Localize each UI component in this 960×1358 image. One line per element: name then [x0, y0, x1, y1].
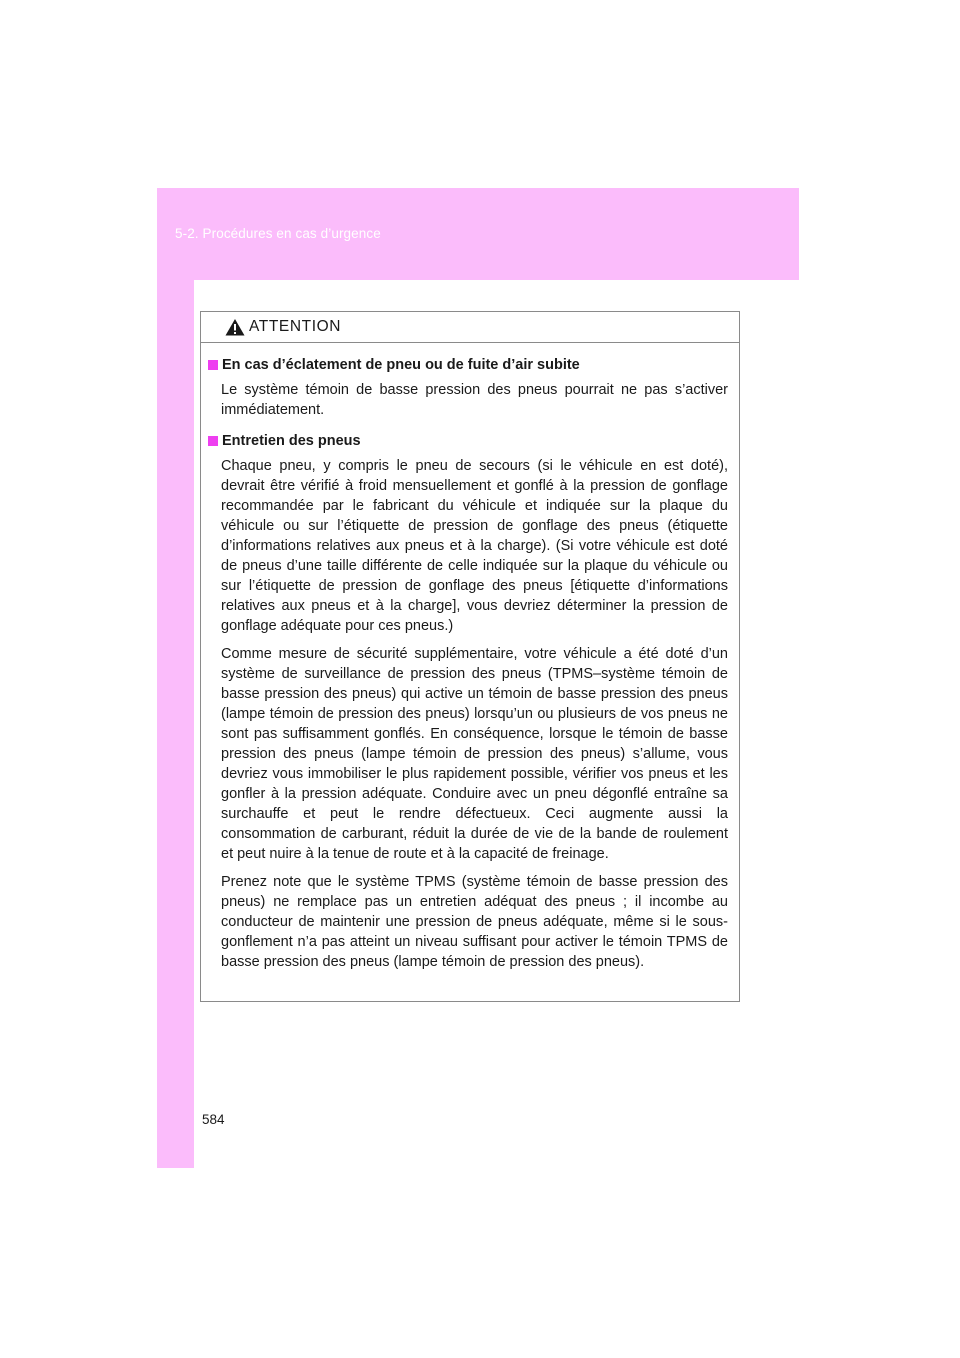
item-heading-tire-maintenance — [208, 431, 728, 451]
attention-header — [201, 312, 739, 343]
item-heading-tire-burst — [208, 355, 728, 375]
paragraph: Comme mesure de sécurité supplémentaire, votre véhicule a été doté d’un système de surveillance de pression des pneus (TPMS–système témoin de basse pression des pneus) qui active un témoin de basse pression des pneus (lampe témoin de pression des pneus) lorsqu’un ou plusieurs de vos pneus ne sont pas suffisamment gonflés. En conséquence, lorsque le témoin de basse pression des pneus (lampe témoin de pression des pneus) s’allume, vous devriez vous immobiliser le plus rapidement possible, vérifier vos pneus et les gonfler à la pression adéquate. Conduire avec un pneu dégonflé entraîne sa surchauffe et peut le rendre défectueux. Ceci augmente aussi la consommation de carburant, réduit la durée de vie de la bande de roulement et peut nuire à la tenue de route et à la capacité de freinage. — [221, 646, 728, 862]
item-heading-text: Entretien des pneus — [222, 433, 361, 449]
attention-body — [201, 343, 739, 972]
attention-box — [200, 311, 740, 1002]
paragraph: Le système témoin de basse pression des pneus pourrait ne pas s’activer immédiatement. — [221, 382, 728, 418]
square-bullet-icon — [208, 360, 218, 370]
attention-label: ATTENTION — [249, 318, 342, 335]
side-tab-band — [157, 280, 194, 1168]
square-bullet-icon — [208, 436, 218, 446]
page-number: 584 — [202, 1112, 225, 1127]
paragraph: Chaque pneu, y compris le pneu de secours (si le véhicule en est doté), devrait être vérifié à froid mensuellement et gonflé à la pression de gonflage recommandée par le fabricant du véhicule et indiquée sur la plaque du véhicule ou sur l’étiquette de pression de gonflage des pneus (étiquette d’informations relatives aux pneus et à la charge). (Si votre véhicule est doté de pneus d’une taille différente de celle indiquée sur la plaque du véhicule ou sur l’étiquette de pression de gonflage des pneus [étiquette d’informations relatives aux pneus et à la charge], vous devriez déterminer la pression de gonflage adéquate pour ces pneus.) — [221, 458, 728, 634]
warning-triangle-icon — [225, 318, 245, 336]
item-heading-text: En cas d’éclatement de pneu ou de fuite d’air subite — [222, 357, 580, 373]
section-title: 5-2. Procédures en cas d’urgence — [175, 226, 381, 241]
paragraph: Prenez note que le système TPMS (système témoin de basse pression des pneus) ne remplace pas un entretien adéquat des pneus ; il incombe au conducteur de maintenir une pression de pneus adéquate, même si le sous-gonflement n’a pas atteint un niveau suffisant pour activer le témoin TPMS de basse pression des pneus (lampe témoin de pression des pneus). — [221, 874, 728, 970]
